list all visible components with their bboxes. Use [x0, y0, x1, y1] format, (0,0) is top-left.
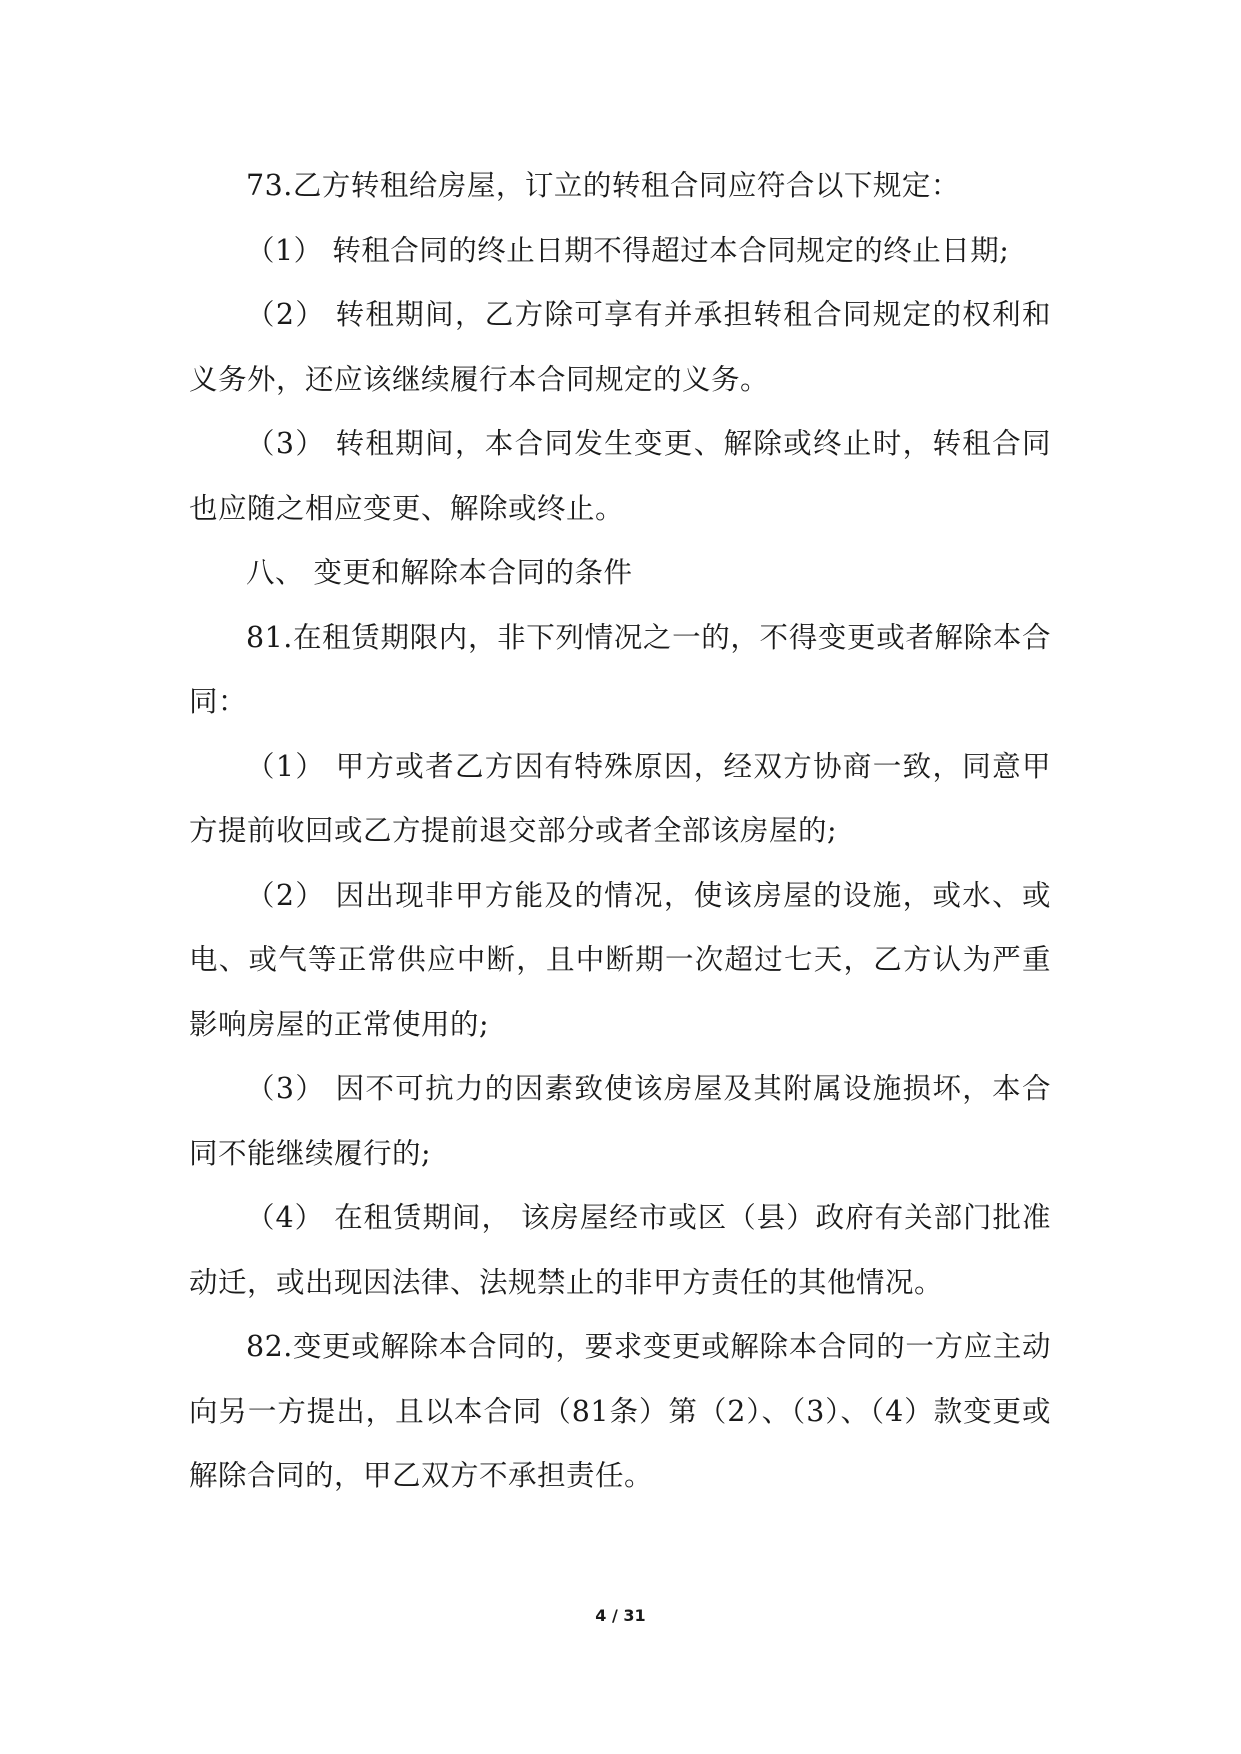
clause-73-item-1: （1） 转租合同的终止日期不得超过本合同规定的终止日期; — [246, 233, 1010, 267]
clause-81-item-1: （1） 甲方或者乙方因有特殊原因，经双方协商一致，同意甲方提前收回或乙方提前退交部分或者全部该房屋的; — [189, 749, 1051, 847]
section-heading-8: 八、 变更和解除本合同的条件 — [246, 556, 633, 589]
document-body — [189, 154, 1051, 1509]
clause-73-item-2: （2） 转租期间，乙方除可享有并承担转租合同规定的权利和义务外，还应该继续履行本合同规定的义务。 — [189, 298, 1051, 396]
clause-82: 82.变更或解除本合同的，要求变更或解除本合同的一方应主动向另一方提出，且以本合同（81条）第（2）、（3）、（4）款变更或解除合同的，甲乙双方不承担责任。 — [189, 1330, 1051, 1492]
clause-81-item-2: （2） 因出现非甲方能及的情况，使该房屋的设施，或水、或电、或气等正常供应中断，且中断期一次超过七天，乙方认为严重影响房屋的正常使用的; — [189, 878, 1051, 1041]
clause-81: 81.在租赁期限内，非下列情况之一的，不得变更或者解除本合同： — [189, 620, 1051, 718]
page-number: 4 / 31 — [595, 1606, 646, 1625]
clause-73: 73.乙方转租给房屋，订立的转租合同应符合以下规定： — [246, 169, 960, 202]
clause-73-item-3: （3） 转租期间，本合同发生变更、解除或终止时，转租合同也应随之相应变更、解除或终止。 — [189, 427, 1051, 525]
clause-81-item-3: （3） 因不可抗力的因素致使该房屋及其附属设施损坏，本合同不能继续履行的; — [189, 1072, 1051, 1170]
clause-81-item-4: （4） 在租赁期间， 该房屋经市或区（县）政府有关部门批准动迁，或出现因法律、法规禁止的非甲方责任的其他情况。 — [189, 1201, 1051, 1299]
